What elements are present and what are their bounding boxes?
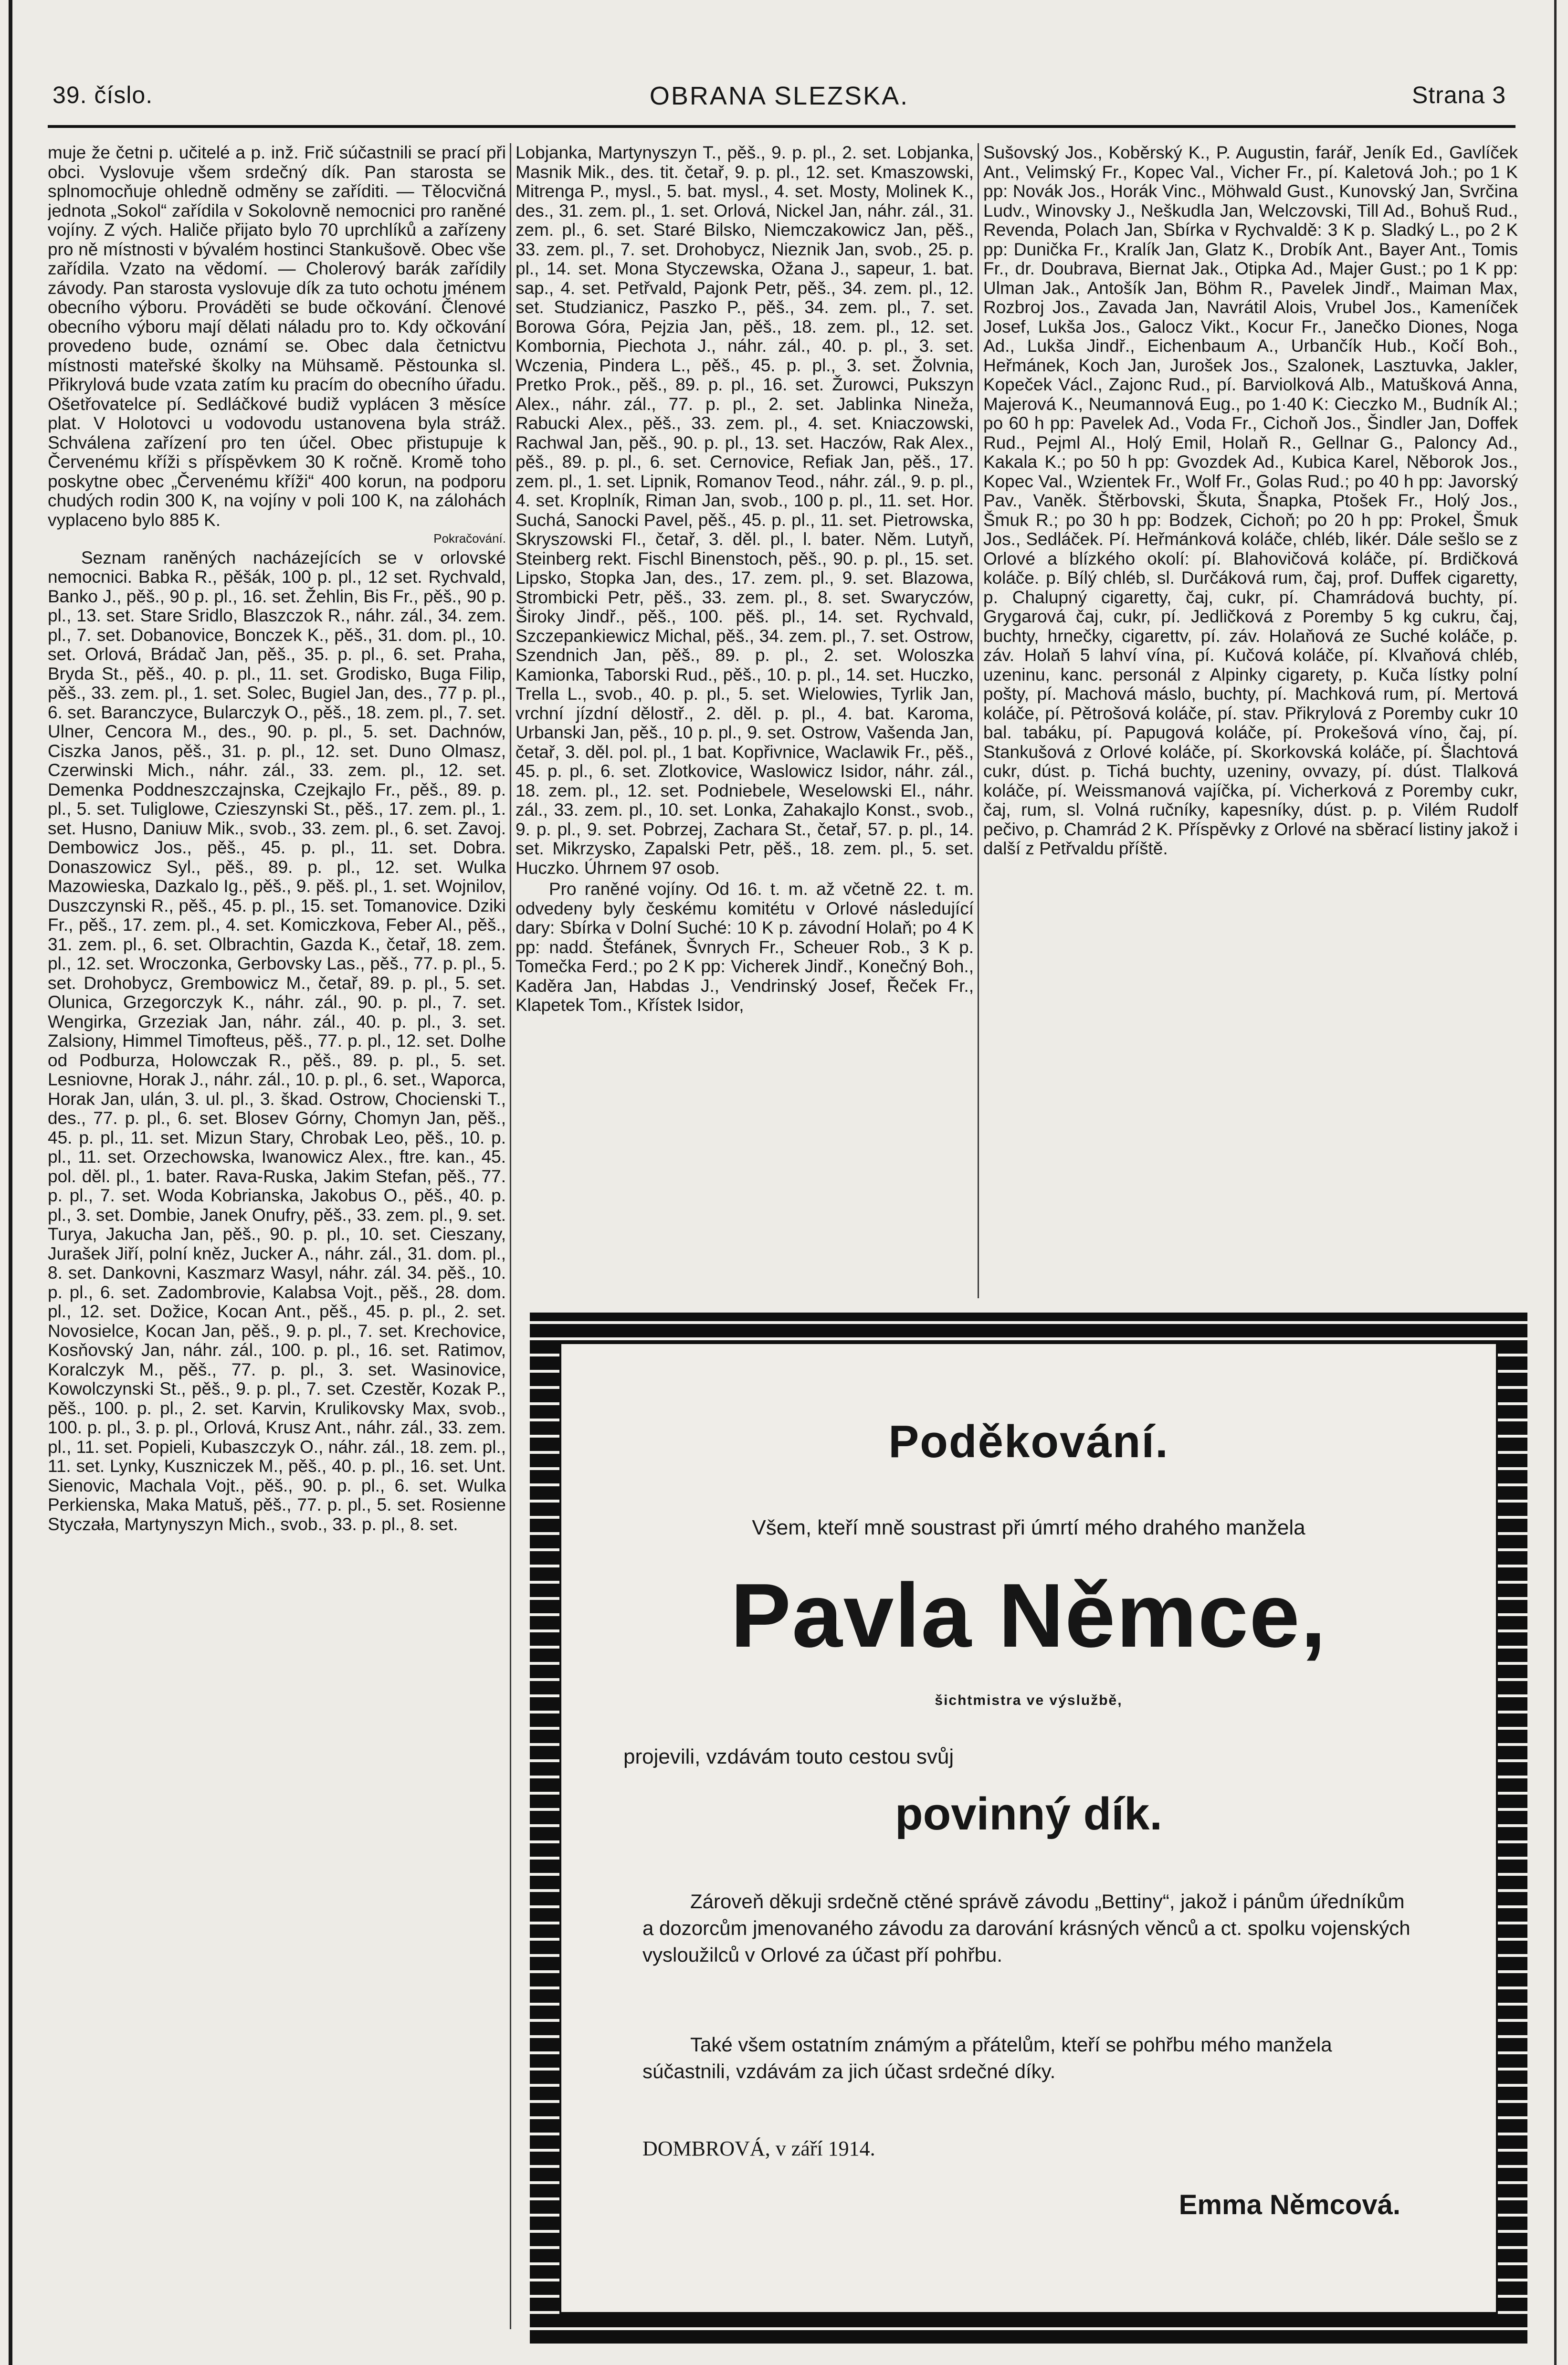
ad-occupation: šichtmistra ve výslužbě, <box>935 1692 1123 1708</box>
column-1 <box>48 143 506 2329</box>
column-divider-1 <box>510 143 511 2329</box>
right-border-rule <box>1554 0 1557 2365</box>
page-header <box>53 81 1506 119</box>
continued-label: Pokračování. <box>433 531 506 546</box>
donations-text: Pro raněné vojíny. Od 16. t. m. až včetně 22. t. m. odvedeny byly českému komitétu v Orlové následující dary: Sbírka v Dolní Suché: 10 K p. závodní Holaň; po 4 K pp: nadd. Štefánek, Švnrych Fr., Scheuer Rob., 3 K p. Tomečka Ferd.; po 2 K pp: Vicherek Jindř., Konečný Boh., Kaděra Jan, Habdas J., Vendrinský Josef, Řeček Fr., Klapetek Tom., Křístek Isidor, <box>516 879 974 1015</box>
council-report-text: muje že četni p. učitelé a p. inž. Frič súčastnili se prací při obci. Vyslovuje všem srdečný dík. Pan starosta se splnomocňuje ohledně odměny se zaříditi. — Tělocvičná jednota „Sokol“ zařídila v Sokolovně nemocnici pro raněné vojíny. Z vých. Haliče přijato bylo 70 uprchlíků a zařízeny pro ně místnosti v bývalém hostinci Stankušově. Obec vše zařídila. Vzato na vědomí. — Cholerový barák zařídily závody. Pan starosta vyslovuje dík za tuto ochotu jménem obecního výboru. Prováděti se bude očkování. Členové obecního výboru mají dělati náladu pro to. Kdy očkování provedeno bude, oznámí se. Obec dala četnictvu místnosti mateřské školky na Mühsamě. Pěstounka sl. Přikrylová bude vzata zatím ku pracím do obecního úřadu. Ošetřovatelce pí. Sedláčkové budiž vyplácen 3 měsíce plat. V Holotovci u vodovodu ustanovena byla stráž. Schválena zařízení pro ten účel. Obec přistupuje k Červenému kříži s příspěvkem 30 K ročně. Kromě toho poskytne obec „Červenému kříži“ 400 korun, na podporu chudých rodin 300 K, na vojíny v poli 100 K, na zálohách vyplaceno bylo 885 K. <box>48 143 506 530</box>
ad-intro-line: Všem, kteří mně soustrast při úmrtí mého drahého manžela <box>752 1516 1305 1539</box>
ad-paragraph-2: Také všem ostatním známým a přátelům, kteří se pohřbu mého manžela súčastnili, vzdávám za jich účast srdečné díky. <box>642 2033 1332 2082</box>
wounded-list-continued: Lobjanka, Martynyszyn T., pěš., 9. p. pl., 2. set. Lobjanka, Masnik Mik., des. tit. četař, 9. p. pl., 12. set. Kmaszowski, Mitrenga P., mysl., 5. bat. mysl., 4. set. Mosty, Molinek K., des., 31. zem. pl., 1. set. Orlová, Nickel Jan, náhr. zál., 31. zem. pl., 6. set. Staré Bilsko, Niemczakowicz Jan, pěš., 33. zem. pl., 7. set. Drohobycz, Nieznik Jan, svob., 25. p. pl., 14. set. Mona Styczewska, Ožana J., sapeur, 1. bat. sap., 4. set. Petřvald, Pajonk Petr, pěš., 34. zem. pl., 12. set. Studzianicz, Paszko P., pěš., 34. zem. pl., 7. set. Borowa Góra, Pejzia Jan, pěš., 18. zem. pl., 12. set. Kombornia, Piechota J., náhr. zál., 40. p. pl., 3. set. Wczenia, Pindera L., pěš., 45. p. pl., 3. set. Žolvnia, Pretko Prok., pěš., 89. p. pl., 16. set. Žurowci, Pukszyn Alex., náhr. zál., 77. p. pl., 2. set. Jablinka Nineža, Rabucki Alex., pěš., 33. zem. pl., 4. set. Kniaczowski, Rachwal Jan, pěš., 90. p. pl., 13. set. Haczów, Rak Alex., pěš., 89. p. pl., 6. set. Cernovice, Refiak Jan, pěš., 17. zem. pl., 1. set. Lipnik, Romanov Teod., náhr. zál., 9. p. pl., 4. set. Kroplník, Riman Jan, svob., 100 p. pl., 11. set. Hor. Suchá, Sanocki Pavel, pěš., 45. p. pl., 11. set. Pietrowska, Skryszowski Fl., četař, 3. děl. pl., l. bater. Něm. Lutyň, Steinberg rekt. Fischl Binenstoch, pěš., 90. p. pl., 15. set. Lipsko, Stopka Jan, des., 17. zem. pl., 9. set. Blazowa, Strombicki Petr, pěš., 33. zem. pl., 8. set. Swaryczów, Široky Jindř., pěš., 100. pěš. pl., 14. set. Rychvald, Szczepankiewicz Michal, pěš., 34. zem. pl., 7. set. Ostrow, Szendnich Jan, pěš., 89. p. pl., 2. set. Woloszka Kamionka, Taborski Rud., pěš., 10. p. pl., 14. set. Huczko, Trella L., svob., 40. p. pl., 5. set. Wielowies, Tyrlik Jan, vrchní jízdní dělostř., 2. děl. p. pl., 4. bat. Karoma, Urbanski Jan, pěš., 10 p. pl., 9. set. Ostrow, Vašenda Jan, četař, 3. děl. pol. pl., 1 bat. Kopřivnice, Waclawik Fr., pěš., 45. p. pl., 6. set. Zlotkovice, Waslowicz Isidor, náhr. zál., 18. zem. pl., 12. set. Podniebele, Weselowski El., náhr. zál., 33. zem. pl., 10. set. Lonka, Zahakajlo Konst., svob., 9. p. pl., 9. set. Pobrzej, Zachara St., četař, 57. p. pl., 14. set. Mikrzysko, Zapalski Petr, pěš., 18. zem. pl., 5. set. Huczko. Úhrnem 97 osob. <box>516 143 974 878</box>
ad-place-date: DOMBROVÁ, v září 1914. <box>642 2137 875 2160</box>
column-2 <box>516 143 974 1303</box>
newspaper-title: OBRANA SLEZSKA. <box>649 82 909 110</box>
left-border-rule <box>9 0 12 2365</box>
ad-signature: Emma Němcová. <box>1179 2189 1400 2220</box>
ad-second-line: projevili, vzdávám touto cestou svůj <box>623 1745 954 1768</box>
page-number: Strana 3 <box>1411 82 1506 108</box>
obituary-thanks-advertisement <box>530 1313 1527 2344</box>
wounded-list-text: Seznam raněných nacházejících se v orlovské nemocnici. Babka R., pěšák, 100 p. pl., 12 set. Rychvald, Banko J., pěš., 90 p. pl., 16. set. Žehlin, Bis Fr., pěš., 90 p. pl., 13. set. Stare Sridlo, Blaszczok R., náhr. zál., 34. zem. pl., 7. set. Dobanovice, Bonczek K., pěš., 31. dom. pl., 10. set. Orlová, Brádač Jan, pěš., 35. p. pl., 6. set. Praha, Bryda St., pěš., 40. p. pl., 11. set. Grodisko, Buga Filip, pěš., 33. zem. pl., 1. set. Solec, Bugiel Jan, des., 77 p. pl., 6. set. Baranczyce, Bularczyk O., pěš., 18. zem. pl., 7. set. Ulner, Cencora M., des., 90. p. pl., 5. set. Dachnów, Ciszka Janos, pěš., 31. p. pl., 12. set. Duno Olmasz, Czerwinski Mich., náhr. zál., 33. zem. pl., 12. set. Demenka Poddneszczajnska, Czejkajlo Fr., pěš., 89. p. pl., 5. set. Tuliglowe, Czieszynski St., pěš., 17. zem. pl., 1. set. Husno, Daniuw Mik., svob., 33. zem. pl., 6. set. Zavoj. Dembowicz Jos., pěš., 45. p. pl., 11. set. Dobra. Donaszowicz Syl., pěš., 89. p. pl., 12. set. Wulka Mazowieska, Dazkalo Ig., pěš., 9. pěš. pl., 1. set. Wojnilov, Duszczynski R., pěš., 45. p. pl., 15. set. Tomanovice. Dziki Fr., pěš., 17. zem. pl., 4. set. Komiczkova, Feber Al., pěš., 31. zem. pl., 6. set. Olbrachtin, Gazda K., četař, 18. zem. pl., 12. set. Wroczonka, Gerbovsky Las., pěš., 77. p. pl., 5. set. Drohobycz, Grembowicz M., četař, 89. p. pl., 5. set. Olunica, Grzegorczyk K., náhr. zál., 90. p. pl., 7. set. Wengirka, Grzeziak Jan, náhr. zál., 40. p. pl., 3. set. Zalsiony, Himmel Timofteus, pěš., 77. p. pl., 12. set. Dolhe od Podburza, Holowczak R., pěš., 89. p. pl., 5. set. Lesniovne, Horak J., náhr. zál., 10. p. pl., 6. set., Waporca, Horak Jan, ulán, 3. ul. pl., 3. škad. Ostrow, Chocienski T., des., 77. p. pl., 6. set. Blosev Górny, Chomyn Jan, pěš., 45. p. pl., 11. set. Mizun Stary, Chrobak Leo, pěš., 10. p. pl., 11. set. Orzechowska, Iwanowicz Alex., ftre. kan., 45. pol. děl. pl., 1. bater. Rava-Ruska, Jakim Stefan, pěš., 77. p. pl., 7. set. Woda Kobrianska, Jakobus O., pěš., 40. p. pl., 3. set. Dombie, Janek Onufry, pěš., 33. zem. pl., 9. set. Turya, Jakucha Jan, pěš., 90. p. pl., 10. set. Cieszany, Jurašek Jiří, polní kněz, Jucker A., náhr. zál., 31. dom. pl., 8. set. Dankovni, Kaszmarz Wasyl, náhr. zál. 34. pěš., 10. p. pl., 6. set. Zadombrovie, Kalabsa Vojt., pěš., 28. dom. pl., 12. set. Dožice, Kocan Ant., pěš., 45. p. pl., 2. set. Novosielce, Kocan Jan, pěš., 9. p. pl., 7. set. Krechovice, Kosňovský Jan, náhr. zál., 100. p. pl., 16. set. Ratimov, Koralczyk M., pěš., 77. p. pl., 3. set. Wasinovice, Kowolczynski St., pěš., 9. p. pl., 7. set. Czestěr, Kozak P., pěš., 100. p. pl., 2. set. Karvin, Krulikovsky Max, svob., 100. p. pl., 3. p. pl., Orlová, Krusz Ant., náhr. zál., 33. zem. pl., 11. set. Popieli, Kubaszczyk O., náhr. zál., 18. zem. pl., 11. set. Lynky, Kuszniczek M., pěš., 40. p. pl., 16. set. Unt. Sienovic, Machala Vojt., pěš., 90. p. pl., 6. set. Wulka Perkienska, Maka Matuš, pěš., 77. p. pl., 5. set. Rosienne Styczała, Martynyszyn Mich., svob., 33. p. pl., 8. set. <box>48 547 506 1534</box>
header-divider <box>48 125 1515 128</box>
ad-content-panel <box>559 1342 1498 2314</box>
column-3 <box>983 143 1518 1303</box>
issue-number: 39. číslo. <box>53 82 153 108</box>
ad-thanks-heading: povinný dík. <box>894 1788 1163 1839</box>
ad-heading: Poděkování. <box>888 1416 1169 1467</box>
column-divider-2 <box>978 143 979 1298</box>
donations-continued: Sušovský Jos., Koběrský K., P. Augustin, farář, Jeník Ed., Gavlíček Ant., Velimský Fr., Kopec Val., Vicher Fr., pí. Kaletová Joh.; po 1 K pp: Novák Jos., Horák Vinc., Möhwald Gust., Kunovský Jan, Svrčina Ludv., Winovsky J., Neškudla Jan, Welczovski, Till Ad., Bohuš Rud., Revenda, Polach Jan, Sbírka v Rychvaldě: 3 K p. Sladký L., po 2 K pp: Dunička Fr., Kralík Jan, Glatz K., Drobík Ant., Bayer Ant., Tomis Fr., dr. Doubrava, Biernat Jak., Otipka Ad., Majer Gust.; po 1 K pp: Ulman Jak., Antošík Jan, Böhm R., Pavelek Jindř., Maiman Max, Rozbroj Jos., Zavada Jan, Navrátil Alois, Vrubel Jos., Kameníček Josef, Lukša Jos., Galocz Vikt., Kocur Fr., Janečko Diones, Noga Ad., Lukša Jindř., Eichenbaum A., Urbančík Hub., Kočí Boh., Heřmánek, Koch Jan, Jurošek Jos., Szalonek, Lasztuvka, Jakler, Kopeček Václ., Zajonc Rud., pí. Barviolková Alb., Matušková Anna, Majerová K., Neumannová Eug., po 1·40 K: Cieczko M., Budník Al.; po 60 h pp: Pavelek Ad., Voda Fr., Cichoň Jos., Šindler Jan, Doffek Rud., Pejml Al., Holý Emil, Holaň R., Gellnar G., Paloncy Ad., Kakala K.; po 50 h pp: Gvozdek Ad., Kubica Karel, Něborok Jos., Kopec Val., Wzientek Fr., Wolf Fr., Golas Rud.; po 40 h pp: Javorský Pav., Vaněk. Štěrbovski, Škuta, Šnapka, Ptošek Fr., Holý Jos., Šmuk R.; po 30 h pp: Bodzek, Cichoň; po 20 h pp: Prokel, Šmuk Jos., Sedláček. Pí. Heřmánková koláče, chléb, likér. Dále sešlo se z Orlové a blízkého okolí: pí. Blahovičová koláče, pí. Brdičková koláče. p. Bílý chléb, sl. Durčáková rum, čaj, prof. Duffek cigaretty, p. Chalupný cigaretty, čaj, cukr, pí. Chamrádová buchty, pí. Grygarová čaj, cukr, pí. Jedličková z Poremby 5 kg cukru, čaj, buchty, hrnečky, cigarettv, pí. záv. Holaňová ze Suché koláče, p. záv. Holaň 5 lahví vína, pí. Kučová koláče, pí. Klvaňová chléb, uzeninu, kanc. personál z Alpinky cigarety, p. Kuča lístky polní pošty, pí. Machová máslo, buchty, pí. Machková rum, pí. Mertová koláče, pí. Pětrošová koláče, pí. stav. Přikrylová z Poremby cukr 10 bal. tabáku, pí. Papugová koláče, pí. Prokešová víno, čaj, pí. Stankušová z Orlové koláče, pí. Skorkovská koláče, pí. Šlachtová cukr, dúst. p. Tichá buchty, uzeniny, ovvazy, pí. dúst. Tlalková koláče, pí. Weissmanová vajíčka, pí. Vicherková z Poremby cukr, čaj, rum, sl. Volná ručníky, kapesníky, dúst. p. p. Vilém Rudolf pečivo, p. Chamrád 2 K. Příspěvky z Orlové na sběrací listiny jakož i další z Petřvaldu příště. <box>983 143 1518 858</box>
ad-deceased-name: Pavla Němce, <box>730 1565 1327 1666</box>
ad-paragraph-1: Zároveň děkuji srdečně ctěné správě závodu „Bettiny“, jakož i pánům úředníkům a dozorcům jmenovaného závodu za darování krásných věnců a ct. spolku vojenských vysloužilců v Orlové za účast pří pohřbu. <box>642 1890 1410 1966</box>
